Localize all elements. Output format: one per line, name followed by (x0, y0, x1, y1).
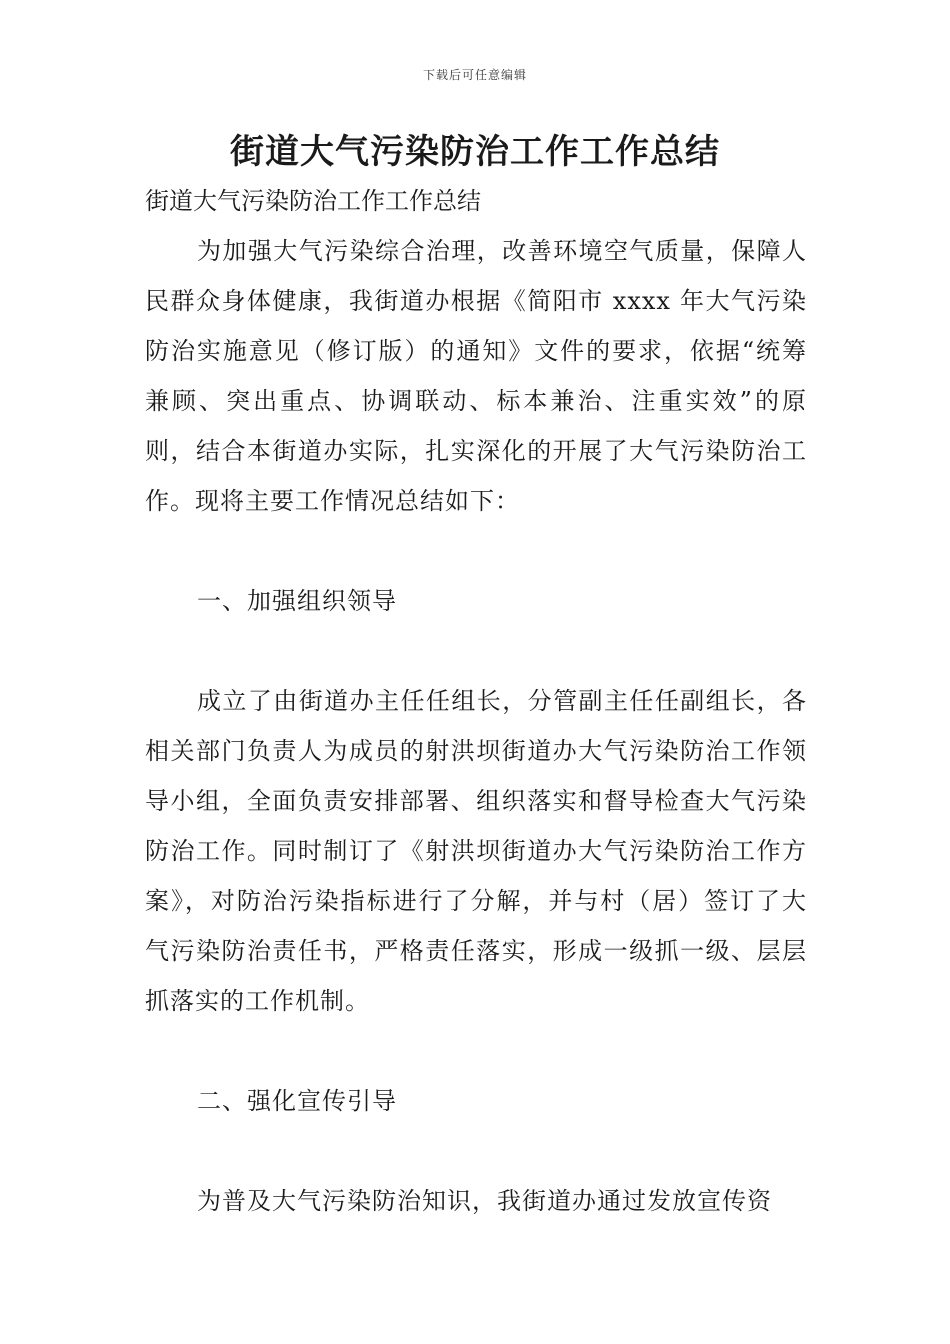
document-title: 街道大气污染防治工作工作总结 (230, 132, 720, 172)
section-1-paragraph: 成立了由街道办主任任组长，分管副主任任副组长，各相关部门负责人为成员的射洪坝街道办大气污染防治工作领导小组，全面负责安排部署、组织落实和督导检查大气污染防治工作。同时制订了《射洪坝街道办大气污染防治工作方案》，对防治污染指标进行了分解，并与村（居）签订了大气污染防治责任书，严格责任落实，形成一级抓一级、层层抓落实的工作机制。 (145, 687, 807, 1015)
paragraph-gap (145, 1026, 807, 1076)
document-subtitle: 街道大气污染防治工作工作总结 (145, 187, 481, 215)
section-2-paragraph: 为普及大气污染防治知识，我街道办通过发放宣传资 (197, 1187, 772, 1215)
document-body (145, 176, 807, 1226)
paragraph-gap (145, 526, 807, 576)
header-note: 下载后可任意编辑 (422, 68, 527, 82)
paragraph-gap (145, 626, 807, 676)
intro-paragraph: 为加强大气污染综合治理，改善环境空气质量，保障人民群众身体健康，我街道办根据《简阳市 xxxx 年大气污染防治实施意见（修订版）的通知》文件的要求，依据“统筹兼顾、突出重点、协调联动、标本兼治、注重实效”的原则，结合本街道办实际，扎实深化的开展了大气污染防治工作。现将主要工作情况总结如下： (145, 237, 807, 515)
paragraph-gap (145, 1126, 807, 1176)
section-2-heading: 二、强化宣传引导 (197, 1087, 397, 1115)
section-1-heading: 一、加强组织领导 (197, 587, 397, 615)
